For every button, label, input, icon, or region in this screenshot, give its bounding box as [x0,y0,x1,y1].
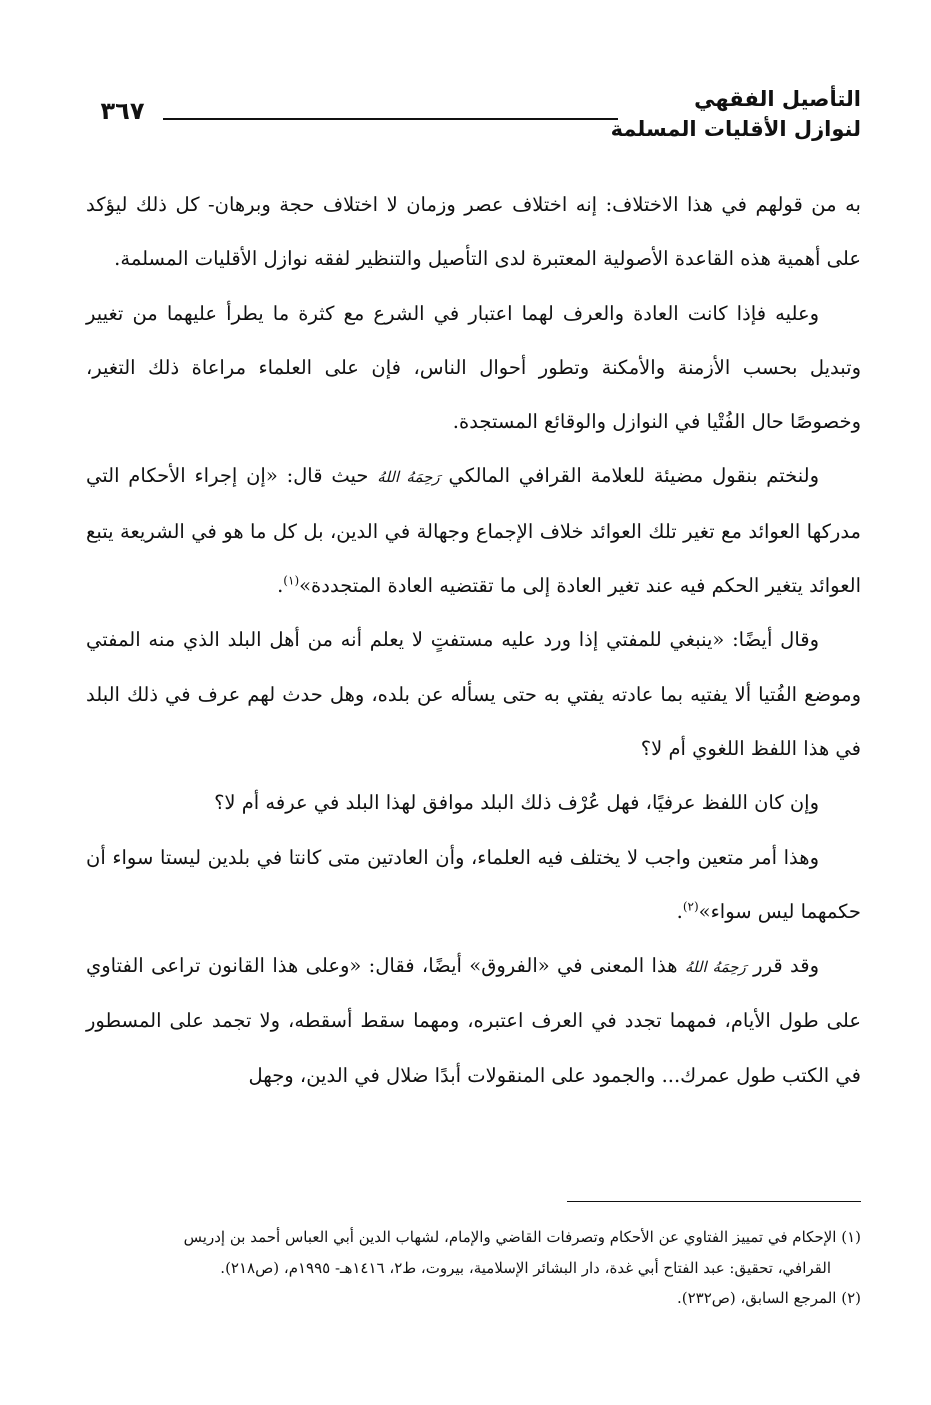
paragraph-3 [86,449,861,613]
paragraph-3-end: . [277,574,284,598]
page-number: ٣٦٧ [100,97,145,125]
body-text [86,178,861,1103]
paragraph-2: وعليه فإذا كانت العادة والعرف لهما اعتبار في الشرع مع كثرة ما يطرأ عليهما من تغيير وتبديل بحسب الأزمنة والأمكنة وتطور أحوال الناس، فإن على العلماء مراعاة ذلك التغير، وخصوصًا حال الفُتْيا في النوازل والوقائع المستجدة. [86,301,861,434]
paragraph-3-before: ولنختم بنقول مضيئة للعلامة القرافي المالكي [448,464,820,488]
paragraph-7-before: وقد قرر [753,954,819,978]
footnotes [86,1222,861,1314]
paragraph-3-after: حيث قال: «إن إجراء الأحكام التي مدركها العوائد مع تغير تلك العوائد خلاف الإجماع وجهالة في الدين، بل كل ما هو في الشريعة يتبع العوائد يتغير الحكم فيه عند تغير العادة إلى ما تقتضيه العادة المتجددة» [86,464,861,598]
paragraph-7-after: هذا المعنى في «الفروق» أيضًا، فقال: «وعلى هذا القانون تراعى الفتاوي على طول الأيام، فمهما تجدد في العرف اعتبره، ومهما سقط أسقطه، ولا تجمد على المسطور في الكتب طول عمرك... والجمود على المنقولات أبدًا ضلال في الدين، وجهل [86,954,861,1087]
paragraph-7 [86,939,861,1103]
honorific-glyph: رَحِمَهُ اللهُ [377,468,440,487]
book-title-line-2: لنوازل الأقليات المسلمة [610,117,861,141]
running-head [610,84,861,144]
paragraph-6 [86,831,861,940]
paragraph-6-before: وهذا أمر متعين واجب لا يختلف فيه العلماء، وأن العادتين متى كانتا في بلدين ليستا سواء أن حكمهما ليس سواء» [86,845,861,923]
footnote-1-line-2: القرافي، تحقيق: عبد الفتاح أبي غدة، دار البشائر الإسلامية، بيروت، ط٢، ١٤١٦هـ- ١٩٩٥م، (ص٢١٨). [220,1258,831,1277]
paragraph-4: وقال أيضًا: «ينبغي للمفتي إذا ورد عليه مستفتٍ لا يعلم أنه من أهل البلد الذي منه المفتي وموضع الفُتيا ألا يفتيه بما عادته يفتي به حتى يسأله عن بلده، وهل حدث لهم عرف في ذلك البلد في هذا اللفظ اللغوي أم لا؟ [86,628,861,760]
footnote-2: (٢) المرجع السابق، (ص٢٣٢). [676,1289,861,1307]
footnote-ref-2[interactable]: (٢) [682,899,699,914]
header-rule [163,118,618,120]
honorific-glyph: رَحِمَهُ اللهُ [684,958,746,977]
footnote-separator [567,1201,861,1202]
paragraph-5: وإن كان اللفظ عرفيًا، فهل عُرْف ذلك البلد موافق لهذا البلد في عرفه أم لا؟ [214,791,819,815]
footnote-1-line-1: (١) الإحكام في تمييز الفتاوي عن الأحكام وتصرفات القاضي والإمام، لشهاب الدين أبي العباس أحمد بن إدريس [183,1228,861,1246]
book-title-line-1: التأصيل الفقهي [694,87,861,111]
footnote-ref-1[interactable]: (١) [283,573,300,588]
paragraph-6-end: . [676,899,683,923]
paragraph-1: به من قولهم في هذا الاختلاف: إنه اختلاف عصر وزمان لا اختلاف حجة وبرهان- كل ذلك ليؤكد على أهمية هذه القاعدة الأصولية المعتبرة لدى التأصيل والتنظير لفقه نوازل الأقليات المسلمة. [86,193,861,271]
